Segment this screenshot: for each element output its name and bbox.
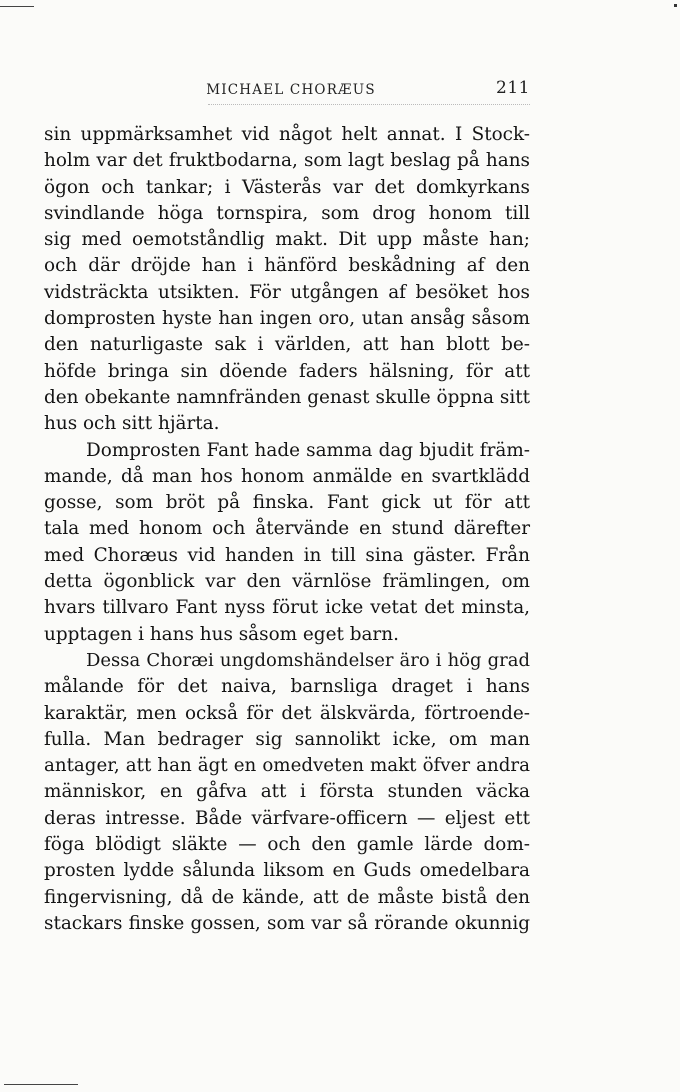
scan-edge-mark-top bbox=[0, 6, 34, 7]
text-line: med Choræus vid handen in till sina gäster. Från bbox=[44, 544, 530, 566]
text-line: hvars tillvaro Fant nyss förut icke vetat det minsta, bbox=[44, 597, 530, 619]
text-line: fingervisning, då de kände, att de måste bistå den bbox=[44, 886, 530, 908]
text-line: målande för det naiva, barnsliga draget i hans bbox=[44, 676, 530, 698]
text-line: detta ögonblick var den värnlöse främlingen, om bbox=[44, 571, 530, 593]
text-line: stackars finske gossen, som var så rörande okunnig bbox=[44, 912, 530, 934]
text-line: sin uppmärksamhet vid något helt annat. I Stock- bbox=[44, 124, 530, 145]
page-number: 211 bbox=[496, 78, 530, 98]
text-line: höfde bringa sin döende faders hälsning, för att bbox=[44, 360, 530, 382]
text-line: holm var det fruktbodarna, som lagt beslag på hans bbox=[44, 150, 530, 172]
text-line: den naturligaste sak i världen, att han blott be- bbox=[44, 334, 530, 356]
text-line: antager, att han ägt en omedveten makt öfver andra bbox=[44, 755, 530, 777]
text-line: föga blödigt släkte — och den gamle lärde dom- bbox=[44, 834, 530, 856]
text-line: prosten lydde sålunda liksom en Guds omedelbara bbox=[44, 860, 530, 882]
running-head bbox=[44, 78, 530, 104]
text-line: karaktär, men också för det älskvärda, förtroende- bbox=[44, 702, 530, 724]
text-line: den obekante namnfränden genast skulle öppna sitt bbox=[44, 386, 530, 408]
text-line: sig med oemotståndlig makt. Dit upp måste han; bbox=[44, 229, 530, 251]
text-line: Domprosten Fant hade samma dag bjudit främ- bbox=[86, 439, 530, 461]
scan-edge-dot bbox=[674, 4, 677, 7]
running-title: MICHAEL CHORÆUS bbox=[206, 82, 376, 98]
text-line: hus och sitt hjärta. bbox=[44, 413, 220, 435]
text-line: och där dröjde han i hänförd beskådning af den bbox=[44, 255, 530, 277]
text-line: domprosten hyste han ingen oro, utan ansåg såsom bbox=[44, 308, 530, 330]
text-line: mande, då man hos honom anmälde en svartklädd bbox=[44, 465, 530, 487]
text-line: gosse, som bröt på finska. Fant gick ut för att bbox=[44, 492, 530, 514]
text-line: upptagen i hans hus såsom eget barn. bbox=[44, 623, 399, 645]
text-line: människor, en gåfva att i första stunden väcka bbox=[44, 781, 530, 803]
header-rule bbox=[208, 104, 530, 105]
text-line: fulla. Man bedrager sig sannolikt icke, om man bbox=[44, 728, 530, 750]
text-line: Dessa Choræi ungdomshändelser äro i hög grad bbox=[86, 649, 530, 671]
scan-edge-mark-bottom bbox=[4, 1084, 78, 1085]
text-line: svindlande höga tornspira, som drog honom till bbox=[44, 202, 530, 224]
text-line: deras intresse. Både värfvare-officern — eljest ett bbox=[44, 807, 530, 829]
text-line: tala med honom och återvände en stund därefter bbox=[44, 518, 530, 540]
text-line: vidsträckta utsikten. För utgången af besöket hos bbox=[44, 281, 530, 303]
body-text bbox=[44, 122, 530, 937]
text-line: ögon och tankar; i Västerås var det domkyrkans bbox=[44, 176, 530, 198]
